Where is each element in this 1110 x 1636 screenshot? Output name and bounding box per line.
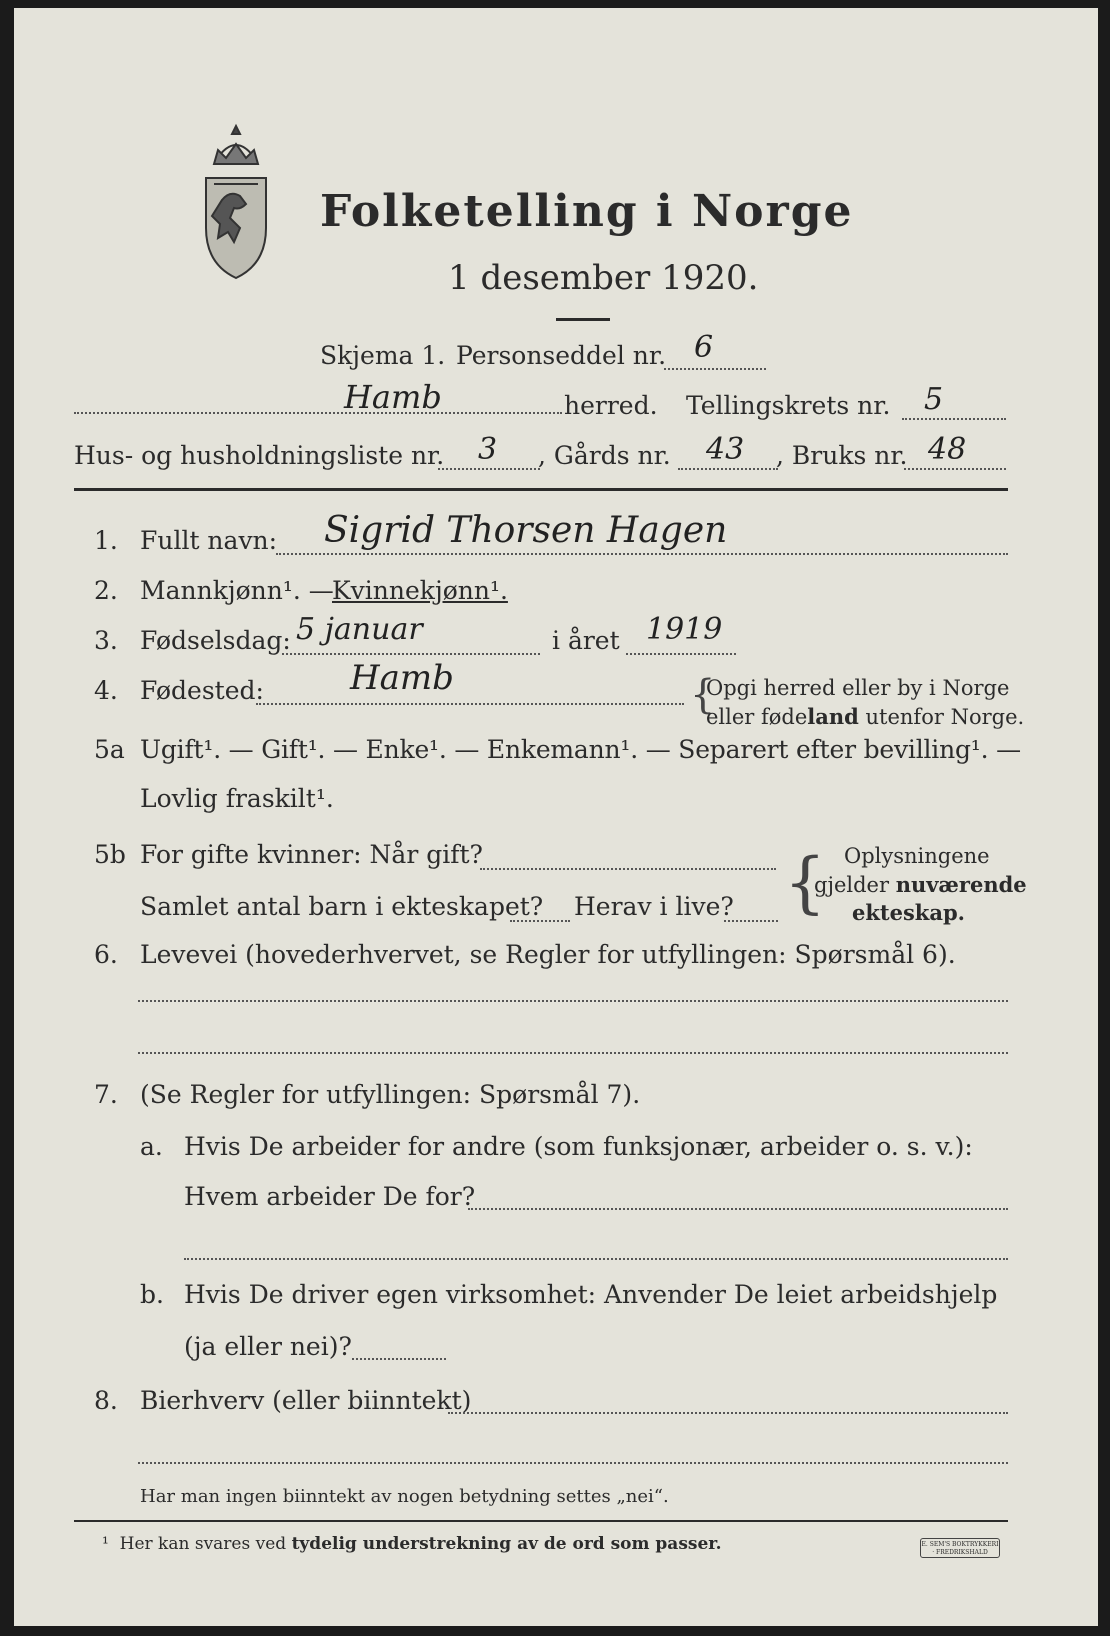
q5b-number: 5b <box>94 840 126 869</box>
q4-note-line1: Opgi herred eller by i Norge <box>706 676 1010 700</box>
personseddel-label: Personseddel nr. <box>456 341 667 370</box>
q7b-line2: (ja eller nei)? <box>184 1332 352 1361</box>
full-name-value: Sigrid Thorsen Hagen <box>324 510 728 551</box>
q5b-bracket: { <box>784 844 826 921</box>
gards-value: 43 <box>706 432 745 467</box>
census-date: 1 desember 1920. <box>448 258 759 298</box>
birthyear-field[interactable] <box>626 653 736 655</box>
q5a-number: 5a <box>94 735 125 764</box>
hus-label: Hus- og husholdningsliste nr. <box>74 441 445 470</box>
q8-label: Bierhverv (eller biinntekt) <box>140 1386 472 1415</box>
q5b-note2: gjelder nuværende <box>814 872 1027 897</box>
herred-label: herred. <box>564 391 658 420</box>
q4-number: 4. <box>94 676 118 705</box>
hired-help-field[interactable] <box>352 1358 446 1360</box>
tellingskrets-field[interactable] <box>902 418 1006 420</box>
title-divider <box>556 318 610 321</box>
personseddel-field[interactable] <box>664 368 766 370</box>
q7a-number: a. <box>140 1132 163 1161</box>
occupation-field-1[interactable] <box>138 1000 1008 1002</box>
q5b-note1: Oplysningene <box>844 844 990 868</box>
census-form-page <box>14 8 1098 1626</box>
q5b-line2a: Samlet antal barn i ekteskapet? <box>140 892 544 921</box>
footnote-rule <box>74 1520 1008 1522</box>
birthdate-value: 5 januar <box>296 612 423 647</box>
employer-field-1[interactable] <box>468 1208 1008 1210</box>
herred-field[interactable] <box>74 412 562 414</box>
q7-label: (Se Regler for utfyllingen: Spørsmål 7). <box>140 1080 641 1109</box>
q8-number: 8. <box>94 1386 118 1415</box>
children-count-field[interactable] <box>510 920 570 922</box>
q2-female: Kvinnekjønn¹. <box>332 576 508 605</box>
footnote: ¹ Her kan svares ved tydelig understrekning av de ord som passer. <box>102 1534 722 1554</box>
bruks-label: , Bruks nr. <box>776 441 908 470</box>
q6-number: 6. <box>94 940 118 969</box>
q7-number: 7. <box>94 1080 118 1109</box>
header-rule <box>74 488 1008 491</box>
hus-field[interactable] <box>438 468 540 470</box>
occupation-field-2[interactable] <box>138 1052 1008 1054</box>
q7b-line1: Hvis De driver egen virksomhet: Anvender De leiet arbeidshjelp <box>184 1280 998 1309</box>
skjema-label: Skjema 1. <box>320 341 446 370</box>
side-income-field-1[interactable] <box>448 1412 1008 1414</box>
children-alive-field[interactable] <box>724 920 778 922</box>
birthplace-value: Hamb <box>350 658 454 698</box>
q2-number: 2. <box>94 576 118 605</box>
tellingskrets-value: 5 <box>924 382 944 417</box>
q6-label: Levevei (hovederhvervet, se Regler for utfyllingen: Spørsmål 6). <box>140 940 956 969</box>
side-income-field-2[interactable] <box>138 1462 1008 1464</box>
q7a-line1: Hvis De arbeider for andre (som funksjonær, arbeider o. s. v.): <box>184 1132 973 1161</box>
q3-label: Fødselsdag: <box>140 626 291 655</box>
q7b-number: b. <box>140 1280 164 1309</box>
q2-male: Mannkjønn¹. — <box>140 576 334 605</box>
married-date-field[interactable] <box>480 868 776 870</box>
q7a-line2: Hvem arbeider De for? <box>184 1182 476 1211</box>
full-name-field[interactable] <box>276 553 1008 555</box>
q1-label: Fullt navn: <box>140 526 278 555</box>
q5b-note3: ekteskap. <box>852 900 965 925</box>
employer-field-2[interactable] <box>184 1258 1008 1260</box>
tellingskrets-label: Tellingskrets nr. <box>686 391 891 420</box>
q5a-line1: Ugift¹. — Gift¹. — Enke¹. — Enkemann¹. — Separert efter bevilling¹. — <box>140 735 1021 764</box>
gards-label: , Gårds nr. <box>538 441 671 470</box>
q4-note-line2: eller fødeland utenfor Norge. <box>706 704 1025 729</box>
q5a-line2: Lovlig fraskilt¹. <box>140 784 334 813</box>
personseddel-value: 6 <box>694 330 714 365</box>
bruks-value: 48 <box>928 432 967 467</box>
biinntekt-note: Har man ingen biinntekt av nogen betydning settes „nei“. <box>140 1486 669 1507</box>
q5b-line2b: Herav i live? <box>574 892 734 921</box>
q4-bracket: { <box>690 672 716 718</box>
q1-number: 1. <box>94 526 118 555</box>
q3-year-label: i året <box>552 626 620 655</box>
hus-value: 3 <box>478 432 498 467</box>
form-title: Folketelling i Norge <box>320 186 854 237</box>
printer-stamp: E. SEM'S BOKTRYKKERI · FREDRIKSHALD <box>920 1538 1000 1558</box>
gards-field[interactable] <box>678 468 778 470</box>
q4-label: Fødested: <box>140 676 264 705</box>
bruks-field[interactable] <box>904 468 1006 470</box>
q5b-line1: For gifte kvinner: Når gift? <box>140 840 483 869</box>
coat-of-arms-icon <box>192 120 280 290</box>
birthplace-field[interactable] <box>256 703 684 705</box>
birthdate-field[interactable] <box>282 653 540 655</box>
herred-value: Hamb <box>344 378 442 416</box>
birthyear-value: 1919 <box>646 612 723 647</box>
q3-number: 3. <box>94 626 118 655</box>
